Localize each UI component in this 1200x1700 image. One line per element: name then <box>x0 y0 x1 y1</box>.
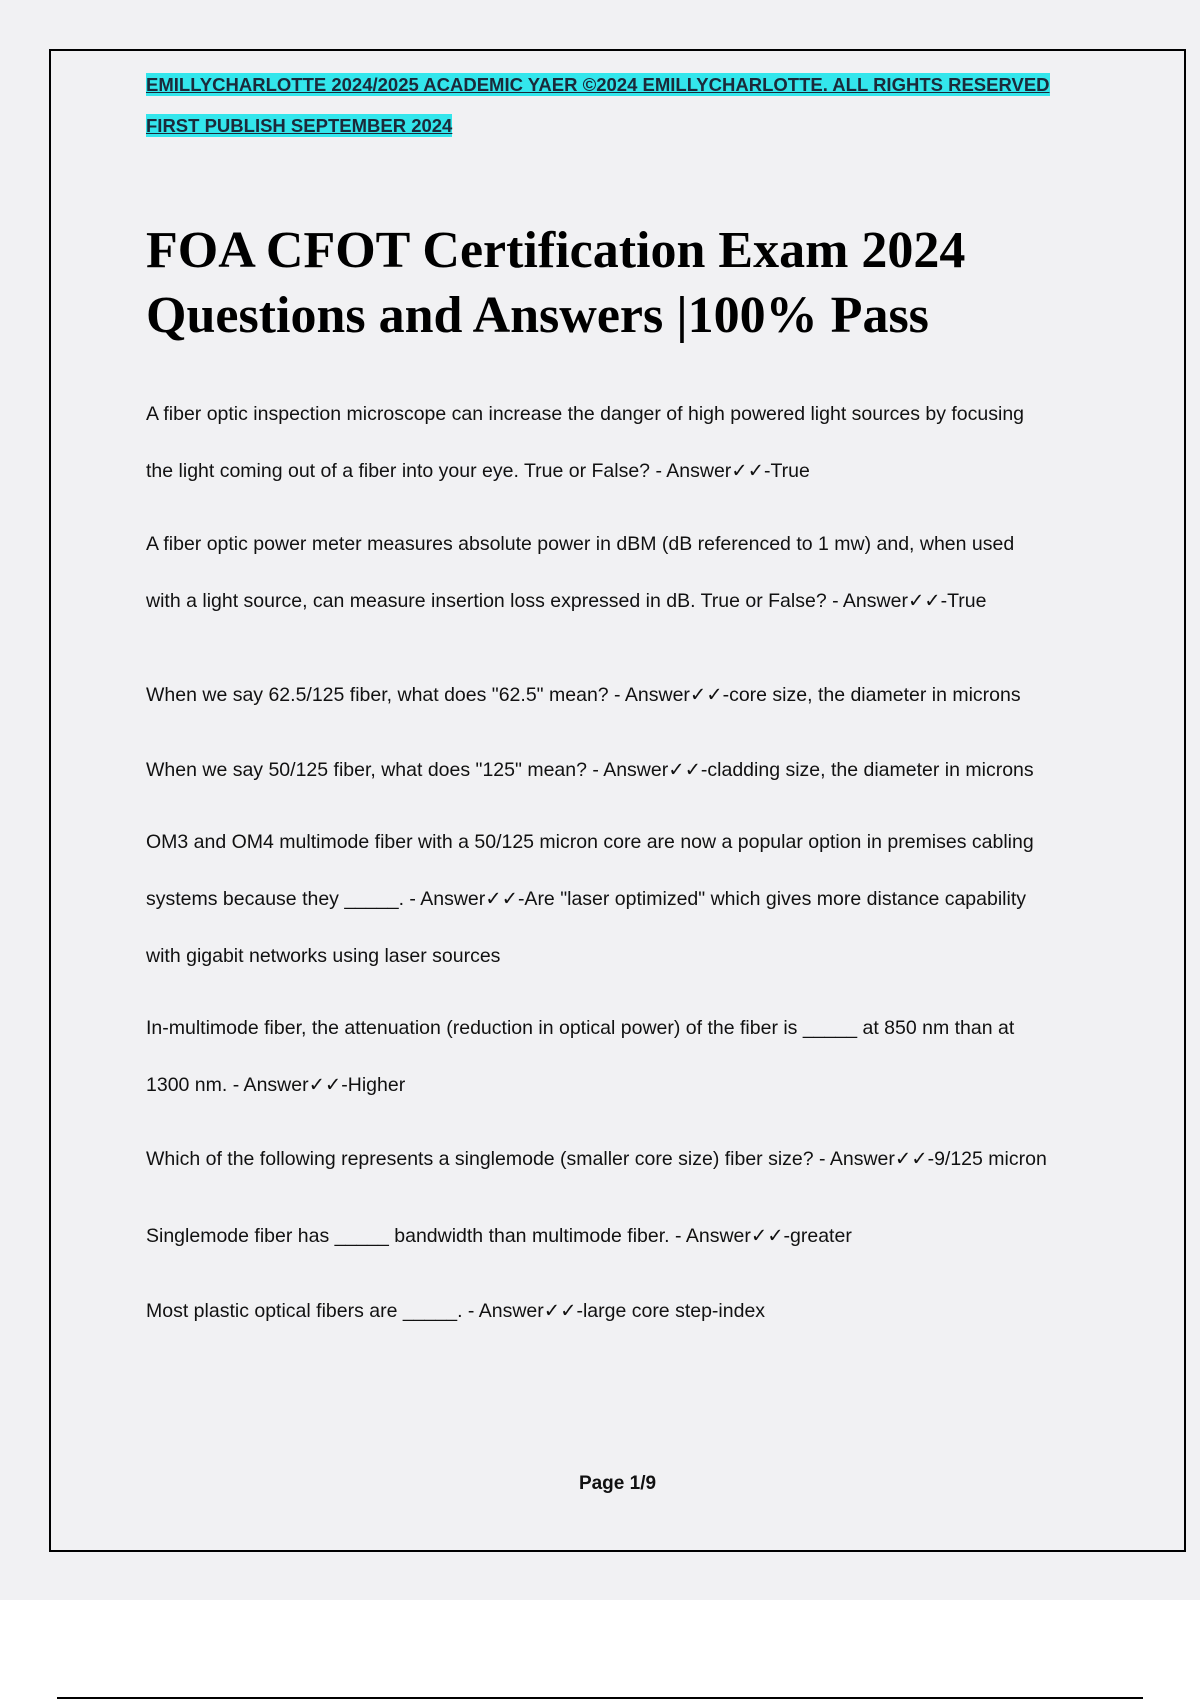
publish-date-header: FIRST PUBLISH SEPTEMBER 2024 <box>146 115 453 136</box>
page-number: Page 1/9 <box>578 1473 657 1494</box>
qa-line: OM3 and OM4 multimode fiber with a 50/125 micron core are now a popular option in premises cabling <box>146 831 1034 853</box>
qa-item-7 <box>146 1131 1096 1188</box>
qa-item-5 <box>146 814 1096 985</box>
qa-item-3 <box>146 667 1096 724</box>
qa-line: the light coming out of a fiber into your eye. True or False? - Answer✓✓-True <box>146 460 810 482</box>
title-line-1: FOA CFOT Certification Exam 2024 <box>146 222 966 279</box>
qa-line: Singlemode fiber has _____ bandwidth than multimode fiber. - Answer✓✓-greater <box>146 1225 852 1247</box>
qa-item-9 <box>146 1283 1096 1340</box>
qa-line: A fiber optic power meter measures absolute power in dBM (dB referenced to 1 mw) and, when used <box>146 533 1015 555</box>
qa-line: with a light source, can measure insertion loss expressed in dB. True or False? - Answer✓✓-True <box>146 590 987 612</box>
title-line-2: Questions and Answers |100% Pass <box>146 287 929 344</box>
qa-item-1 <box>146 386 1096 500</box>
qa-line: When we say 50/125 fiber, what does "125" mean? - Answer✓✓-cladding size, the diameter in microns <box>146 759 1034 781</box>
qa-item-2 <box>146 516 1096 630</box>
qa-line: with gigabit networks using laser sources <box>146 945 501 967</box>
copyright-header: EMILLYCHARLOTTE 2024/2025 ACADEMIC YAER ©2024 EMILLYCHARLOTTE. ALL RIGHTS RESERVED <box>146 74 1050 95</box>
qa-line: Which of the following represents a singlemode (smaller core size) fiber size? - Answer✓✓-9/125 micron <box>146 1148 1047 1170</box>
qa-item-8 <box>146 1208 1096 1265</box>
qa-line: systems because they _____. - Answer✓✓-Are "laser optimized" which gives more distance capability <box>146 888 1026 910</box>
qa-line: A fiber optic inspection microscope can increase the danger of high powered light sources by focusing <box>146 403 1025 425</box>
qa-item-4 <box>146 742 1096 799</box>
qa-line: When we say 62.5/125 fiber, what does "62.5" mean? - Answer✓✓-core size, the diameter in microns <box>146 684 1021 706</box>
qa-line: In-multimode fiber, the attenuation (reduction in optical power) of the fiber is _____ at 850 nm than at <box>146 1017 1015 1039</box>
qa-item-6 <box>146 1000 1096 1114</box>
document-title <box>146 218 965 348</box>
qa-line: 1300 nm. - Answer✓✓-Higher <box>146 1074 406 1096</box>
qa-line: Most plastic optical fibers are _____. - Answer✓✓-large core step-index <box>146 1300 766 1322</box>
next-page-top-border <box>57 1697 1143 1699</box>
